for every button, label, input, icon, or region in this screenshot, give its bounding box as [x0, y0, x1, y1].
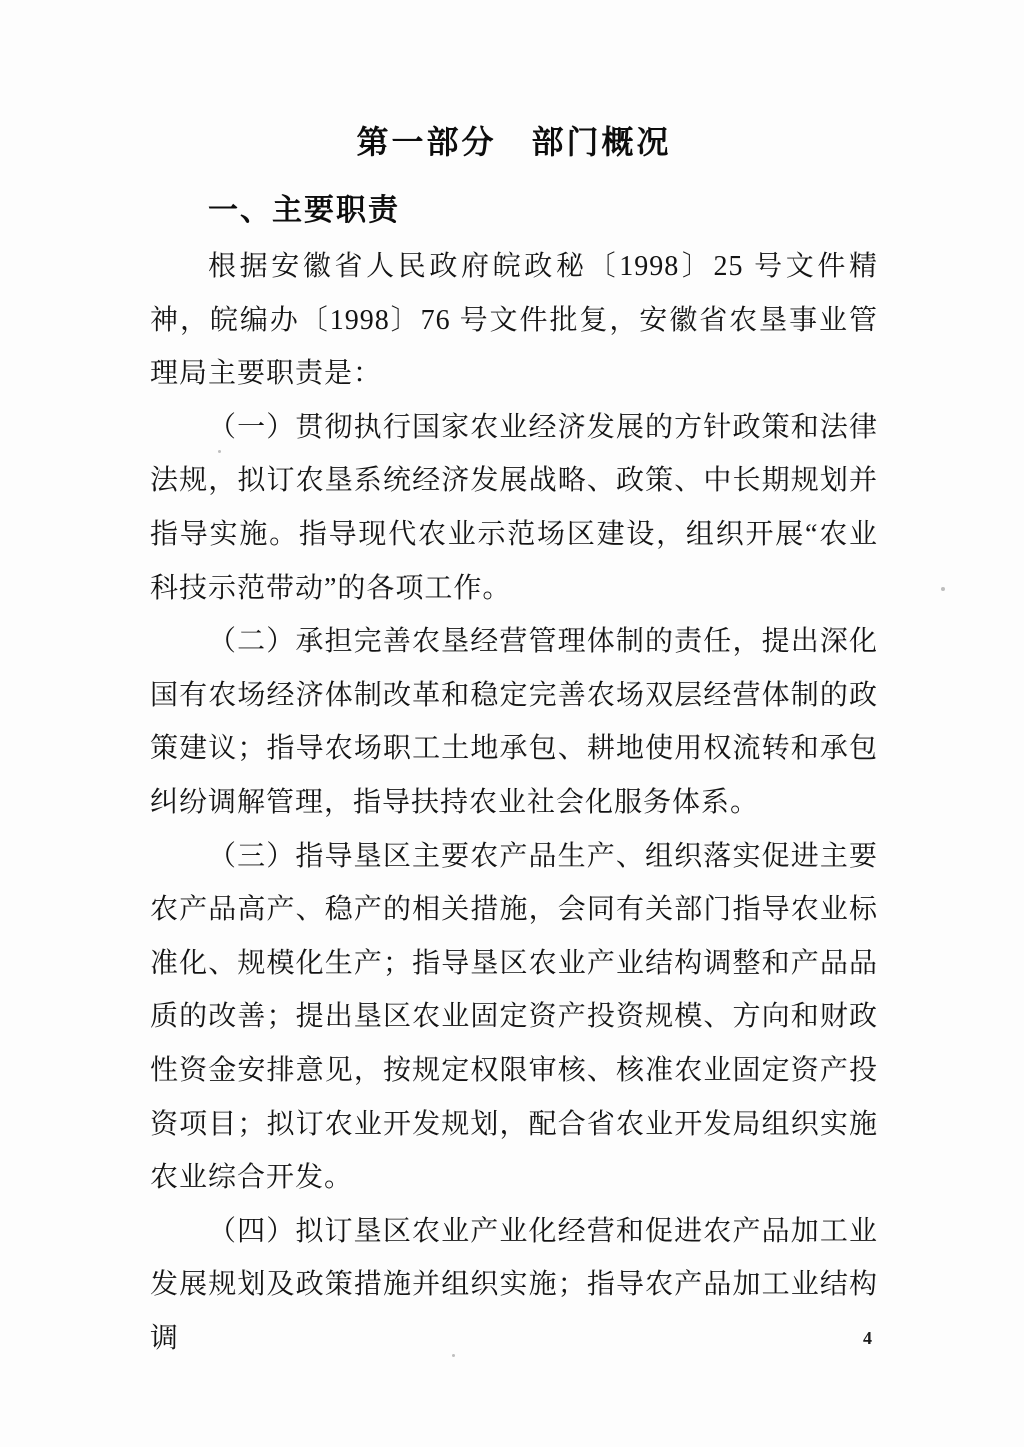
paragraph-intro: 根据安徽省人民政府皖政秘〔1998〕25 号文件精神，皖编办〔1998〕76 号文件批复，安徽省农垦事业管理局主要职责是： — [150, 251, 878, 390]
paragraph-item-1: （一）贯彻执行国家农业经济发展的方针政策和法律法规，拟订农垦系统经济发展战略、政策、中长期规划并指导实施。指导现代农业示范场区建设，组织开展“农业科技示范带动”的各项工作。 — [150, 411, 878, 604]
scan-speck — [941, 587, 945, 591]
paragraph-item-4: （四）拟订垦区农业产业化经营和促进农产品加工业发展规划及政策措施并组织实施；指导农产品加工业结构调 — [150, 1215, 878, 1354]
scan-speck — [218, 450, 221, 453]
paragraph-item-3: （三）指导垦区主要农产品生产、组织落实促进主要农产品高产、稳产的相关措施，会同有关部门指导农业标准化、规模化生产；指导垦区农业产业结构调整和产品品质的改善；提出垦区农业固定资产投资规模、方向和财政性资金安排意见，按规定权限审核、核准农业固定资产投资项目；拟订农业开发规划，配合省农业开发局组织实施农业综合开发。 — [150, 840, 878, 1194]
page-number: 4 — [863, 1328, 872, 1348]
scan-speck — [452, 1354, 455, 1357]
section-heading: 一、主要职责 — [208, 194, 400, 227]
paragraph-item-2: （二）承担完善农垦经营管理体制的责任，提出深化国有农场经济体制改革和稳定完善农场双层经营体制的政策建议；指导农场职工土地承包、耕地使用权流转和承包纠纷调解管理，指导扶持农业社会化服务体系。 — [150, 626, 878, 818]
page-title: 第一部分 部门概况 — [356, 124, 672, 160]
